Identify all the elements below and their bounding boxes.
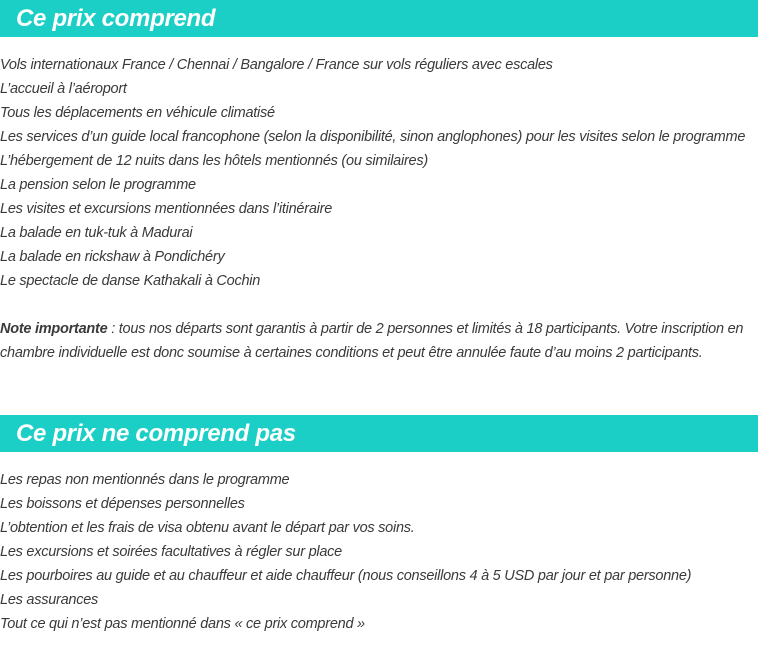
included-list: [0, 53, 745, 293]
included-section-header: [0, 0, 758, 37]
included-list-item: Tous les déplacements en véhicule climatisé: [0, 105, 275, 121]
excluded-list-item: Les pourboires au guide et au chauffeur et aide chauffeur (nous conseillons 4 à 5 USD par jour et par personne): [0, 568, 692, 584]
excluded-list-item: Les boissons et dépenses personnelles: [0, 496, 245, 512]
included-section-title: Ce prix comprend: [16, 5, 216, 32]
important-note-text: : tous nos départs sont garantis à partir de 2 personnes et limités à 18 participants. Votre inscription en chambre individuelle est donc soumise à certaines conditions et peut être annulée faute d’au moins 2 participants.: [0, 321, 744, 361]
excluded-section-title: Ce prix ne comprend pas: [16, 420, 296, 447]
included-list-item: La balade en rickshaw à Pondichéry: [0, 249, 225, 265]
included-list-item: L’hébergement de 12 nuits dans les hôtels mentionnés (ou similaires): [0, 153, 428, 169]
included-list-item: Le spectacle de danse Kathakali à Cochin: [0, 273, 261, 289]
excluded-list-item: Tout ce qui n’est pas mentionné dans « ce prix comprend »: [0, 616, 365, 632]
important-note-label: Note importante: [0, 321, 108, 337]
excluded-list-item: Les repas non mentionnés dans le programme: [0, 472, 290, 488]
excluded-section-header: [0, 415, 758, 452]
excluded-list-item: Les excursions et soirées facultatives à régler sur place: [0, 544, 342, 560]
excluded-list-item: L’obtention et les frais de visa obtenu avant le départ par vos soins.: [0, 520, 415, 536]
included-list-item: Vols internationaux France / Chennai / Bangalore / France sur vols réguliers avec escales: [0, 57, 553, 73]
important-note: [0, 317, 756, 365]
excluded-list-item: Les assurances: [0, 592, 99, 608]
excluded-list: [0, 468, 691, 636]
included-list-item: L’accueil à l’aéroport: [0, 81, 127, 97]
included-list-item: La pension selon le programme: [0, 177, 196, 193]
included-list-item: Les services d’un guide local francophone (selon la disponibilité, sinon anglophones) pour les visites selon le programme: [0, 129, 746, 145]
included-list-item: La balade en tuk-tuk à Madurai: [0, 225, 193, 241]
included-list-item: Les visites et excursions mentionnées dans l’itinéraire: [0, 201, 333, 217]
